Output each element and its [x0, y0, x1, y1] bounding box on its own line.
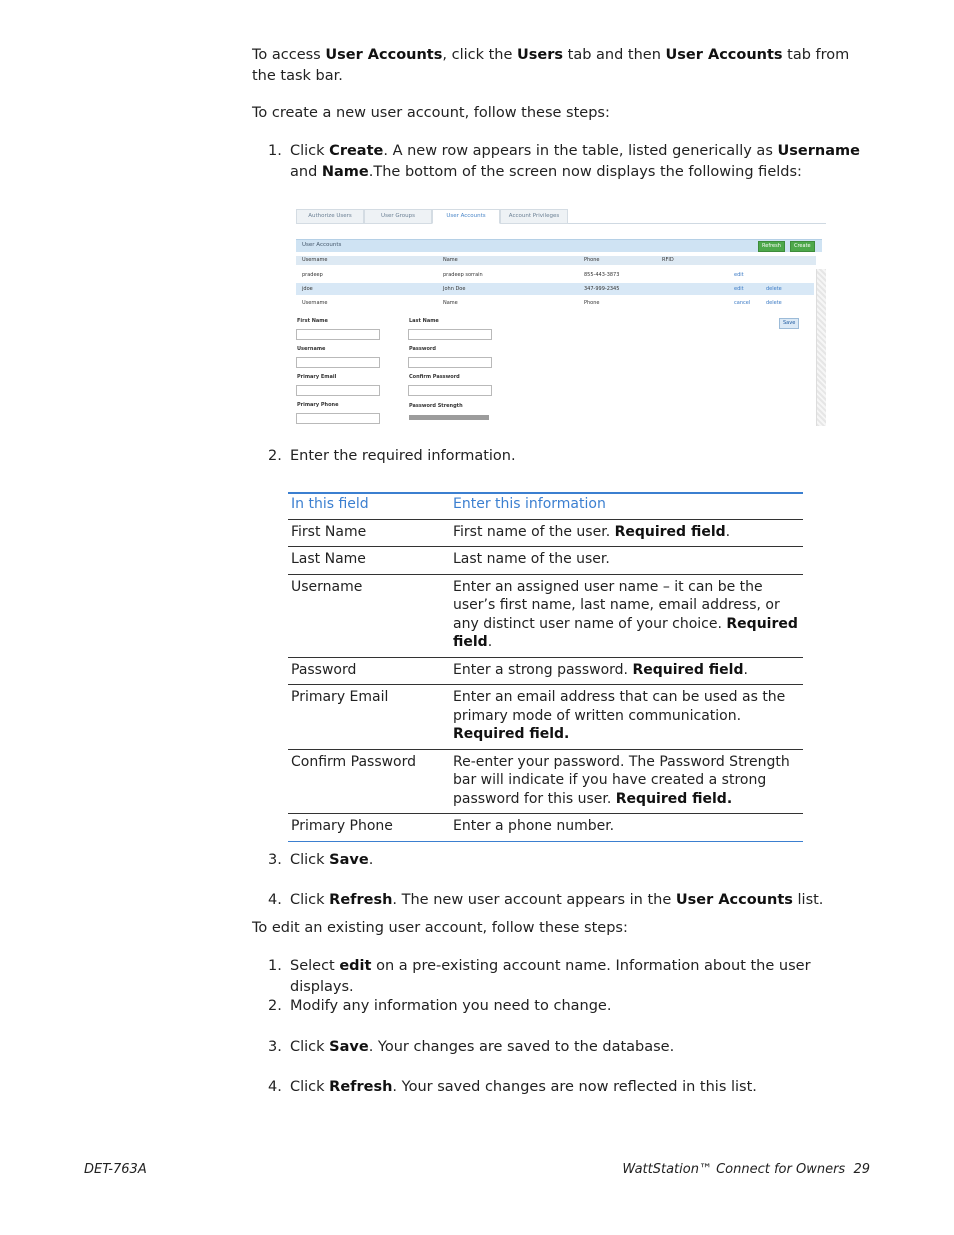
- create-intro: To create a new user account, follow these steps:: [252, 105, 610, 121]
- step-number: 2.: [268, 998, 282, 1014]
- column-header: Name: [443, 257, 458, 263]
- first-name-label: First Name: [297, 318, 328, 324]
- footer-page-info: WattStation™ Connect for Owners 29: [622, 1162, 870, 1177]
- cancel-link[interactable]: cancel: [734, 300, 751, 306]
- table-header-row: [288, 493, 803, 519]
- password-strength-label: Password Strength: [409, 403, 463, 409]
- table-row[interactable]: [296, 283, 814, 295]
- field-name-cell: Username: [288, 574, 450, 657]
- step-text: Modify any information you need to change.: [290, 998, 612, 1014]
- confirm-password-label: Confirm Password: [409, 374, 460, 380]
- cell-phone: 855-443-3873: [584, 272, 620, 278]
- field-name-cell: Last Name: [288, 547, 450, 575]
- cell-name: pradeep sorrain: [443, 272, 483, 278]
- edit-link[interactable]: edit: [734, 272, 744, 278]
- last-name-label: Last Name: [409, 318, 439, 324]
- tab-user-groups[interactable]: User Groups: [364, 209, 432, 224]
- intro-paragraph: To access User Accounts, click the Users tab and then User Accounts tab from the task bar.: [252, 47, 850, 84]
- table-row: [288, 685, 803, 750]
- field-name-cell: Primary Phone: [288, 814, 450, 842]
- create-step-1: [268, 141, 873, 183]
- table-header: [296, 256, 816, 265]
- field-info-cell: Enter a strong password. Required field.: [450, 657, 803, 685]
- step-text: Click Save.: [290, 852, 374, 868]
- step-number: 1.: [268, 958, 282, 974]
- step-text: Click Save. Your changes are saved to the database.: [290, 1039, 675, 1055]
- tab-authorize-users[interactable]: Authorize Users: [296, 209, 364, 224]
- cell-phone: 347-999-2345: [584, 286, 620, 292]
- cell-phone: Phone: [584, 300, 600, 306]
- step-number: 3.: [268, 1039, 282, 1055]
- table-row: [288, 749, 803, 814]
- column-header: In this field: [288, 493, 450, 519]
- cell-username: jdoe: [302, 286, 313, 292]
- cell-username: pradeep: [302, 272, 323, 278]
- tab-user-accounts[interactable]: User Accounts: [432, 209, 500, 224]
- password-label: Password: [409, 346, 436, 352]
- field-info-cell: First name of the user. Required field.: [450, 519, 803, 547]
- cell-name: John Doe: [443, 286, 466, 292]
- primary-email-field[interactable]: [296, 385, 380, 396]
- field-info-cell: Enter an email address that can be used as the primary mode of written communication. Required field.: [450, 685, 803, 750]
- cell-username: Username: [302, 300, 328, 306]
- table-row[interactable]: [296, 297, 814, 309]
- section-header: [296, 239, 822, 252]
- password-field[interactable]: [408, 357, 492, 368]
- field-info-cell: Enter an assigned user name – it can be the user’s first name, last name, email address, or any distinct user name of your choice. Required field.: [450, 574, 803, 657]
- column-header: RFID: [662, 257, 674, 263]
- save-button[interactable]: Save: [779, 318, 799, 329]
- primary-email-label: Primary Email: [297, 374, 337, 380]
- table-row: [288, 574, 803, 657]
- create-step-2: [268, 446, 873, 467]
- delete-link[interactable]: delete: [766, 300, 782, 306]
- field-info-cell: Last name of the user.: [450, 547, 803, 575]
- last-name-field[interactable]: [408, 329, 492, 340]
- step-text: Click Refresh. The new user account appears in the User Accounts list.: [290, 892, 824, 908]
- username-label: Username: [297, 346, 326, 352]
- primary-phone-field[interactable]: [296, 413, 380, 424]
- table-row: [288, 547, 803, 575]
- first-name-field[interactable]: [296, 329, 380, 340]
- refresh-button[interactable]: Refresh: [758, 241, 785, 252]
- edit-intro: To edit an existing user account, follow these steps:: [252, 920, 628, 936]
- edit-link[interactable]: edit: [734, 286, 744, 292]
- edit-step-4: [268, 1077, 873, 1098]
- step-text: Click Refresh. Your saved changes are now reflected in this list.: [290, 1079, 757, 1095]
- confirm-password-field[interactable]: [408, 385, 492, 396]
- tab-account-privileges[interactable]: Account Privileges: [500, 209, 568, 224]
- scrollbar[interactable]: [816, 269, 826, 426]
- delete-link[interactable]: delete: [766, 286, 782, 292]
- step-text: Enter the required information.: [290, 448, 516, 464]
- field-info-cell: Enter a phone number.: [450, 814, 803, 842]
- table-row: [288, 657, 803, 685]
- step-text: Click Create. A new row appears in the table, listed generically as Username and Name.The bottom of the screen now displays the following fields:: [290, 143, 860, 180]
- edit-step-2: [268, 996, 873, 1017]
- password-strength-bar: [409, 415, 489, 420]
- field-name-cell: Primary Email: [288, 685, 450, 750]
- create-step-3: [268, 850, 873, 871]
- create-step-4: [268, 890, 873, 911]
- primary-phone-label: Primary Phone: [297, 402, 339, 408]
- section-title: User Accounts: [302, 242, 342, 248]
- username-field[interactable]: [296, 357, 380, 368]
- tab-bar: [296, 209, 826, 224]
- field-info-table: [288, 492, 803, 842]
- user-accounts-screenshot: [296, 207, 826, 426]
- step-text: Select edit on a pre-existing account name. Information about the user displays.: [290, 958, 811, 995]
- column-header: Phone: [584, 257, 600, 263]
- edit-step-1: [268, 956, 873, 998]
- footer-doc-id: DET-763A: [84, 1162, 147, 1177]
- step-number: 1.: [268, 143, 282, 159]
- step-number: 4.: [268, 1079, 282, 1095]
- column-header: Username: [302, 257, 328, 263]
- table-row: [288, 814, 803, 842]
- create-button[interactable]: Create: [790, 241, 815, 252]
- column-header: Enter this information: [450, 493, 803, 519]
- table-row[interactable]: [296, 269, 814, 281]
- field-name-cell: Password: [288, 657, 450, 685]
- field-info-cell: Re-enter your password. The Password Strength bar will indicate if you have created a strong password for this user. Required field.: [450, 749, 803, 814]
- step-number: 4.: [268, 892, 282, 908]
- cell-name: Name: [443, 300, 458, 306]
- table-row: [288, 519, 803, 547]
- step-number: 2.: [268, 448, 282, 464]
- step-number: 3.: [268, 852, 282, 868]
- field-name-cell: Confirm Password: [288, 749, 450, 814]
- edit-step-3: [268, 1037, 873, 1058]
- field-name-cell: First Name: [288, 519, 450, 547]
